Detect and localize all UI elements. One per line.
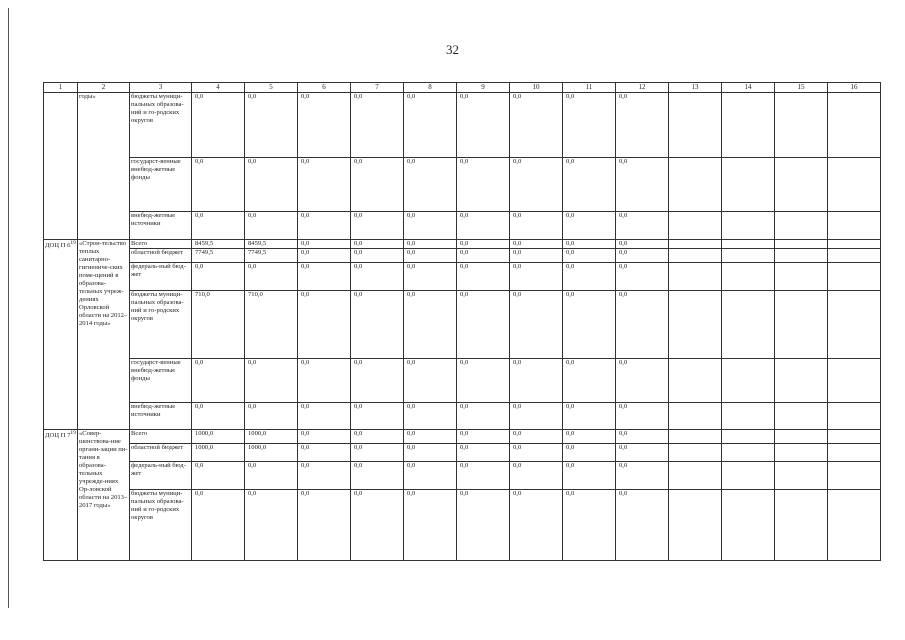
value-cell: 0,0	[298, 490, 351, 561]
table-row	[44, 240, 881, 249]
value-cell: 8459,5	[192, 240, 245, 249]
column-number: 16	[828, 83, 881, 93]
empty-cell	[669, 93, 722, 158]
value-cell: 0,0	[404, 249, 457, 263]
value-cell: 0,0	[510, 444, 563, 462]
empty-cell	[775, 462, 828, 490]
table-row	[44, 263, 881, 291]
funding-source: Всего	[130, 430, 192, 444]
value-cell: 0,0	[510, 430, 563, 444]
funding-source: внебюд-жетные источники	[130, 403, 192, 430]
value-cell: 0,0	[510, 490, 563, 561]
value-cell: 0,0	[404, 359, 457, 403]
funding-source: государст-венные внебюд-жетные фонды	[130, 359, 192, 403]
program-name: «Строи-тельство теплых санитарно-гигиениче-ских поме-щений в образова-тельных учреж-дениях Орловской области на 2012–2014 годы»	[78, 240, 130, 430]
column-number: 12	[616, 83, 669, 93]
funding-source: бюджеты муници-пальных образова-ний и го-родских округов	[130, 291, 192, 359]
empty-cell	[775, 444, 828, 462]
column-number: 13	[669, 83, 722, 93]
value-cell: 0,0	[404, 430, 457, 444]
value-cell: 0,0	[404, 462, 457, 490]
page-number: 32	[446, 42, 459, 57]
value-cell: 0,0	[563, 430, 616, 444]
value-cell: 710,0	[245, 291, 298, 359]
empty-cell	[828, 158, 881, 212]
table-row	[44, 212, 881, 240]
value-cell: 0,0	[510, 462, 563, 490]
activity-code: ДОЦ П 7	[45, 432, 71, 440]
value-cell: 0,0	[616, 263, 669, 291]
value-cell: 0,0	[192, 462, 245, 490]
value-cell: 0,0	[616, 240, 669, 249]
table-row	[44, 490, 881, 561]
value-cell: 0,0	[192, 359, 245, 403]
value-cell: 0,0	[404, 158, 457, 212]
value-cell: 0,0	[457, 93, 510, 158]
value-cell: 1000,0	[192, 430, 245, 444]
value-cell: 0,0	[298, 249, 351, 263]
table-row	[44, 158, 881, 212]
value-cell: 0,0	[563, 240, 616, 249]
value-cell: 0,0	[298, 444, 351, 462]
empty-cell	[828, 249, 881, 263]
column-number: 10	[510, 83, 563, 93]
value-cell: 0,0	[298, 263, 351, 291]
column-number-header-row	[44, 83, 881, 93]
value-cell: 0,0	[298, 158, 351, 212]
program-name: «Совер-шенствова-ние органи-зации пи-тания в образова-тельных учрежде-ниях Ор-ловской области на 2013–2017 годы»	[78, 430, 130, 561]
value-cell: 0,0	[192, 403, 245, 430]
column-number: 3	[130, 83, 192, 93]
empty-cell	[775, 263, 828, 291]
value-cell: 0,0	[457, 249, 510, 263]
empty-cell	[722, 490, 775, 561]
value-cell: 0,0	[457, 158, 510, 212]
value-cell: 0,0	[351, 462, 404, 490]
value-cell: 0,0	[563, 291, 616, 359]
value-cell: 0,0	[351, 430, 404, 444]
column-number: 15	[775, 83, 828, 93]
value-cell: 0,0	[404, 240, 457, 249]
value-cell: 0,0	[510, 240, 563, 249]
value-cell: 0,0	[245, 403, 298, 430]
value-cell: 0,0	[563, 212, 616, 240]
empty-cell	[669, 291, 722, 359]
value-cell: 0,0	[563, 158, 616, 212]
empty-cell	[828, 212, 881, 240]
value-cell: 0,0	[351, 158, 404, 212]
value-cell: 0,0	[298, 291, 351, 359]
footnote-marker: 19	[70, 240, 76, 246]
value-cell: 0,0	[351, 93, 404, 158]
value-cell: 0,0	[245, 158, 298, 212]
empty-cell	[722, 240, 775, 249]
value-cell: 0,0	[192, 93, 245, 158]
value-cell: 0,0	[457, 403, 510, 430]
empty-cell	[775, 291, 828, 359]
value-cell: 0,0	[404, 263, 457, 291]
activity-code: ДОЦ П 6	[45, 242, 71, 250]
empty-cell	[722, 249, 775, 263]
value-cell: 0,0	[298, 462, 351, 490]
value-cell: 710,0	[192, 291, 245, 359]
value-cell: 0,0	[298, 403, 351, 430]
empty-cell	[828, 430, 881, 444]
value-cell: 8459,5	[245, 240, 298, 249]
value-cell: 0,0	[192, 158, 245, 212]
funding-source: бюджеты муници-пальных образова-ний и го-родских округов	[130, 490, 192, 561]
footnote-marker: 19	[70, 430, 76, 437]
value-cell: 0,0	[351, 263, 404, 291]
empty-cell	[828, 490, 881, 561]
column-number: 9	[457, 83, 510, 93]
value-cell: 0,0	[245, 359, 298, 403]
value-cell: 0,0	[404, 403, 457, 430]
activity-code-cell	[44, 93, 78, 240]
value-cell: 0,0	[298, 93, 351, 158]
value-cell: 0,0	[457, 462, 510, 490]
value-cell: 0,0	[245, 462, 298, 490]
funding-source: бюджеты муници-пальных образова-ний и го-родских округов	[130, 93, 192, 158]
page-left-edge-line	[8, 8, 9, 608]
column-number: 2	[78, 83, 130, 93]
value-cell: 0,0	[510, 212, 563, 240]
value-cell: 0,0	[563, 403, 616, 430]
activity-code-cell	[44, 430, 78, 561]
empty-cell	[775, 212, 828, 240]
empty-cell	[722, 403, 775, 430]
value-cell: 0,0	[510, 93, 563, 158]
empty-cell	[828, 359, 881, 403]
value-cell: 0,0	[404, 212, 457, 240]
value-cell: 0,0	[298, 212, 351, 240]
funding-source: областной бюджет	[130, 444, 192, 462]
value-cell: 0,0	[404, 291, 457, 359]
value-cell: 0,0	[245, 490, 298, 561]
empty-cell	[669, 359, 722, 403]
empty-cell	[722, 359, 775, 403]
value-cell: 0,0	[510, 249, 563, 263]
empty-cell	[669, 158, 722, 212]
value-cell: 0,0	[457, 240, 510, 249]
value-cell: 1000,0	[245, 430, 298, 444]
table-row	[44, 93, 881, 158]
empty-cell	[722, 93, 775, 158]
empty-cell	[722, 212, 775, 240]
empty-cell	[828, 240, 881, 249]
value-cell: 0,0	[457, 444, 510, 462]
value-cell: 0,0	[298, 240, 351, 249]
value-cell: 0,0	[563, 490, 616, 561]
empty-cell	[722, 430, 775, 444]
value-cell: 0,0	[351, 490, 404, 561]
empty-cell	[775, 158, 828, 212]
column-number: 6	[298, 83, 351, 93]
budget-table	[43, 82, 881, 561]
value-cell: 0,0	[351, 291, 404, 359]
empty-cell	[669, 212, 722, 240]
column-number: 7	[351, 83, 404, 93]
table-row	[44, 430, 881, 444]
column-number: 4	[192, 83, 245, 93]
empty-cell	[828, 403, 881, 430]
value-cell: 0,0	[192, 212, 245, 240]
empty-cell	[722, 158, 775, 212]
table-row	[44, 291, 881, 359]
funding-source: федераль-ный бюд-жет	[130, 263, 192, 291]
empty-cell	[775, 249, 828, 263]
value-cell: 0,0	[616, 359, 669, 403]
value-cell: 0,0	[457, 291, 510, 359]
column-number: 1	[44, 83, 78, 93]
empty-cell	[669, 240, 722, 249]
empty-cell	[722, 263, 775, 291]
funding-source: Всего	[130, 240, 192, 249]
funding-source: государст-венные внебюд-жетные фонды	[130, 158, 192, 212]
value-cell: 0,0	[563, 359, 616, 403]
value-cell: 0,0	[563, 263, 616, 291]
column-number: 8	[404, 83, 457, 93]
value-cell: 0,0	[192, 263, 245, 291]
empty-cell	[669, 263, 722, 291]
value-cell: 0,0	[616, 403, 669, 430]
value-cell: 0,0	[510, 291, 563, 359]
value-cell: 0,0	[351, 359, 404, 403]
empty-cell	[828, 93, 881, 158]
program-name: годы»	[78, 93, 130, 240]
value-cell: 0,0	[616, 212, 669, 240]
table-row	[44, 462, 881, 490]
value-cell: 0,0	[510, 403, 563, 430]
empty-cell	[669, 490, 722, 561]
value-cell: 0,0	[510, 359, 563, 403]
value-cell: 0,0	[563, 462, 616, 490]
empty-cell	[828, 263, 881, 291]
empty-cell	[722, 444, 775, 462]
value-cell: 0,0	[404, 93, 457, 158]
empty-cell	[722, 462, 775, 490]
value-cell: 0,0	[298, 359, 351, 403]
activity-code-cell	[44, 240, 78, 430]
value-cell: 0,0	[404, 490, 457, 561]
empty-cell	[669, 249, 722, 263]
value-cell: 0,0	[510, 263, 563, 291]
empty-cell	[669, 462, 722, 490]
empty-cell	[775, 430, 828, 444]
value-cell: 0,0	[563, 249, 616, 263]
empty-cell	[775, 240, 828, 249]
column-number: 11	[563, 83, 616, 93]
value-cell: 0,0	[457, 212, 510, 240]
empty-cell	[828, 291, 881, 359]
value-cell: 0,0	[616, 444, 669, 462]
empty-cell	[669, 403, 722, 430]
value-cell: 7749,5	[192, 249, 245, 263]
value-cell: 0,0	[404, 444, 457, 462]
empty-cell	[828, 462, 881, 490]
value-cell: 0,0	[616, 249, 669, 263]
empty-cell	[775, 403, 828, 430]
value-cell: 0,0	[616, 462, 669, 490]
value-cell: 0,0	[245, 263, 298, 291]
funding-source: внебюд-жетные источники	[130, 212, 192, 240]
column-number: 5	[245, 83, 298, 93]
empty-cell	[669, 444, 722, 462]
value-cell: 0,0	[510, 158, 563, 212]
value-cell: 0,0	[351, 249, 404, 263]
value-cell: 0,0	[616, 291, 669, 359]
value-cell: 0,0	[457, 263, 510, 291]
value-cell: 0,0	[245, 93, 298, 158]
value-cell: 0,0	[457, 359, 510, 403]
empty-cell	[828, 444, 881, 462]
empty-cell	[669, 430, 722, 444]
value-cell: 0,0	[563, 93, 616, 158]
value-cell: 0,0	[351, 403, 404, 430]
value-cell: 0,0	[192, 490, 245, 561]
value-cell: 1000,0	[245, 444, 298, 462]
table-row	[44, 359, 881, 403]
empty-cell	[775, 359, 828, 403]
value-cell: 0,0	[563, 444, 616, 462]
value-cell: 0,0	[616, 93, 669, 158]
value-cell: 1000,0	[192, 444, 245, 462]
value-cell: 0,0	[457, 490, 510, 561]
value-cell: 0,0	[616, 158, 669, 212]
value-cell: 0,0	[245, 212, 298, 240]
value-cell: 0,0	[351, 444, 404, 462]
funding-source: областной бюджет	[130, 249, 192, 263]
value-cell: 0,0	[351, 240, 404, 249]
value-cell: 7749,5	[245, 249, 298, 263]
value-cell: 0,0	[351, 212, 404, 240]
value-cell: 0,0	[616, 490, 669, 561]
funding-source: федераль-ный бюд-жет	[130, 462, 192, 490]
empty-cell	[775, 490, 828, 561]
table-row	[44, 249, 881, 263]
value-cell: 0,0	[298, 430, 351, 444]
column-number: 14	[722, 83, 775, 93]
table-row	[44, 403, 881, 430]
table-row	[44, 444, 881, 462]
value-cell: 0,0	[616, 430, 669, 444]
empty-cell	[722, 291, 775, 359]
value-cell: 0,0	[457, 430, 510, 444]
empty-cell	[775, 93, 828, 158]
